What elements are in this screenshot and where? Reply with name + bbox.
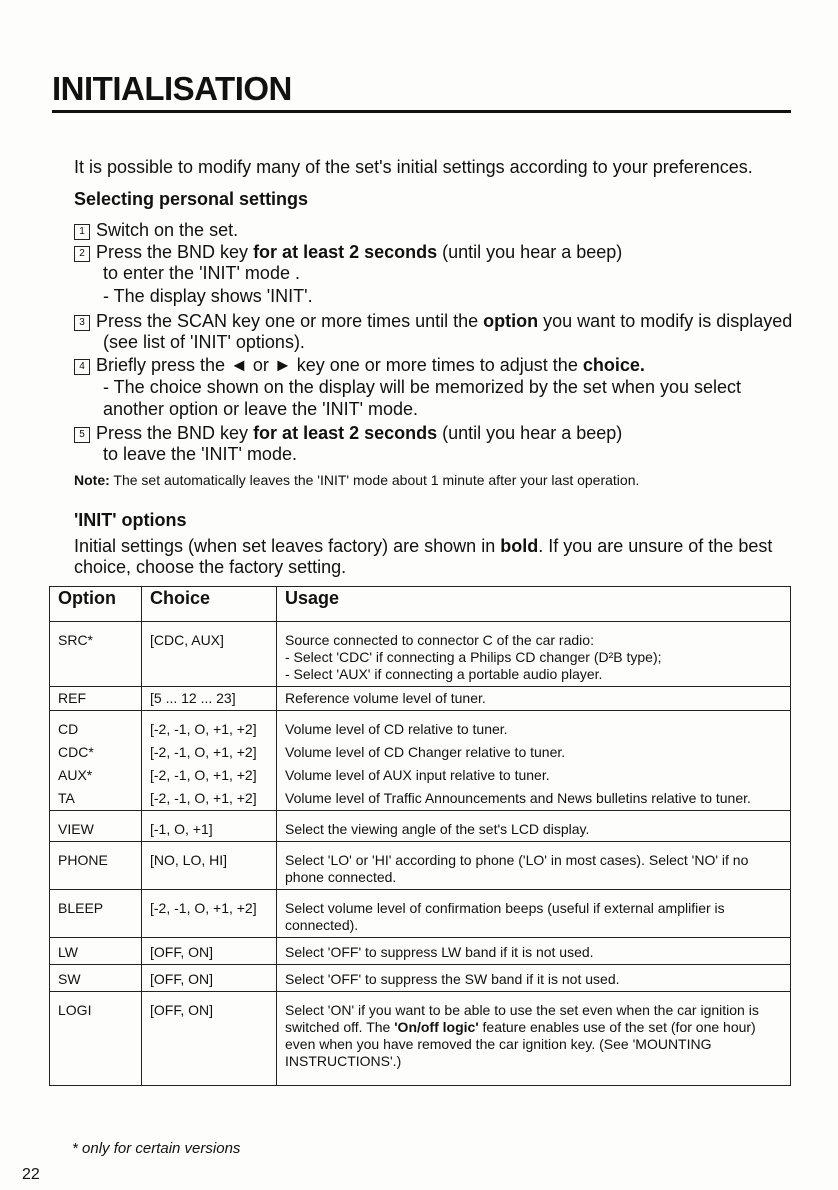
options-intro [74,536,772,557]
table-row [50,992,791,1086]
step-5-text-b: for at least 2 seconds [253,423,438,443]
usage-cell [277,622,791,687]
header-usage: Usage [277,587,791,622]
table-row [50,687,791,711]
choice-cell: [NO, LO, HI] [142,842,277,890]
step-1-text: Switch on the set. [96,220,239,240]
step-3-line-2: (see list of 'INIT' options). [103,332,305,352]
step-4 [74,355,645,376]
step-5-text-c: (until you hear a beep) [437,423,623,443]
usage-cell: Select 'LO' or 'HI' according to phone ('LO' in most cases). Select 'NO' if no phone connected. [277,842,791,890]
choice-cell: [-2, -1, O, +1, +2] [142,787,277,811]
option-cell: REF [50,687,142,711]
usage-line: - Select 'AUX' if connecting a portable audio player. [285,666,603,682]
usage-line: - Select 'CDC' if connecting a Philips CD changer (D²B type); [285,649,662,665]
option-cell: BLEEP [50,890,142,938]
usage-cell: Select 'OFF' to suppress the SW band if it is not used. [277,965,791,992]
usage-bold-part: 'On/off logic' [394,1019,479,1035]
table-row [50,764,791,787]
usage-cell: Volume level of Traffic Announcements and News bulletins relative to tuner. [277,787,791,811]
choice-cell: [-2, -1, O, +1, +2] [142,764,277,787]
choice-cell: [OFF, ON] [142,965,277,992]
step-3-text-a: Press the SCAN key one or more times until the [96,311,484,331]
step-number-2: 2 [74,246,90,262]
step-4-line-3: another option or leave the 'INIT' mode. [103,399,419,419]
usage-cell: Select volume level of confirmation beeps (useful if external amplifier is connected). [277,890,791,938]
options-intro-line-2: choice, choose the factory setting. [74,557,347,577]
usage-cell: Select the viewing angle of the set's LCD display. [277,811,791,842]
page-title: INITIALISATION [52,70,292,107]
step-number-3: 3 [74,315,90,331]
header-choice: Choice [142,587,277,622]
step-number-4: 4 [74,359,90,375]
usage-cell: Volume level of CD relative to tuner. [277,711,791,742]
step-3-text-c: you want to modify is displayed [538,311,793,331]
usage-part: Select 'ON' if you want to be able to use the set even when the car ignition is switched off. The [285,1002,759,1035]
step-5-text-a: Press the BND key [96,423,254,443]
options-intro-c: . If you are unsure of the best [538,536,773,556]
table-row [50,965,791,992]
step-4-line-2: - The choice shown on the display will be memorized by the set when you select [103,377,741,397]
usage-cell: Volume level of AUX input relative to tuner. [277,764,791,787]
choice-cell: [OFF, ON] [142,938,277,965]
step-2-text-c: (until you hear a beep) [437,242,623,262]
footnote: * only for certain versions [72,1140,241,1157]
choice-cell: [-2, -1, O, +1, +2] [142,711,277,742]
options-intro-a: Initial settings (when set leaves factory) are shown in [74,536,501,556]
option-cell: AUX* [50,764,142,787]
step-2-line-3: - The display shows 'INIT'. [103,286,313,306]
page-number: 22 [22,1166,40,1183]
usage-cell: Select 'OFF' to suppress LW band if it is not used. [277,938,791,965]
options-heading: 'INIT' options [74,510,187,530]
option-cell: SRC* [50,622,142,687]
options-intro-bold: bold [500,536,539,556]
note [74,472,639,488]
step-1 [74,220,238,241]
choice-cell: [-2, -1, O, +1, +2] [142,890,277,938]
step-2-line-2: to enter the 'INIT' mode . [103,263,300,283]
step-number-5: 5 [74,427,90,443]
step-3-text-b: option [483,311,539,331]
table-row [50,938,791,965]
choice-cell: [5 ... 12 ... 23] [142,687,277,711]
option-cell: CD [50,711,142,742]
intro-text: It is possible to modify many of the set's initial settings according to your preferences. [74,157,753,177]
table-row [50,711,791,742]
step-4-text-b: choice. [582,355,645,375]
step-2 [74,242,622,263]
choice-cell: [CDC, AUX] [142,622,277,687]
choice-cell: [OFF, ON] [142,992,277,1086]
title-rule [52,110,791,113]
step-5-line-2: to leave the 'INIT' mode. [103,444,297,464]
table-header-row [50,587,791,622]
option-cell: LW [50,938,142,965]
usage-cell [277,992,791,1086]
table-row [50,890,791,938]
step-5 [74,423,622,444]
choice-cell: [-1, O, +1] [142,811,277,842]
step-2-text-a: Press the BND key [96,242,254,262]
table-row [50,741,791,764]
usage-cell: Reference volume level of tuner. [277,687,791,711]
table-row [50,787,791,811]
step-number-1: 1 [74,224,90,240]
step-3 [74,311,792,332]
usage-line: Source connected to connector C of the car radio: [285,632,594,648]
usage-part: feature enables use of the set (for one hour) even when you have removed the car ignition key. (See 'MOUNTING INSTRUCTIONS'.) [285,1019,756,1069]
step-2-text-b: for at least 2 seconds [253,242,438,262]
selecting-heading: Selecting personal settings [74,189,309,209]
option-cell: CDC* [50,741,142,764]
header-option: Option [50,587,142,622]
option-cell: TA [50,787,142,811]
note-label: Note: [74,472,110,488]
table-row [50,842,791,890]
note-text: The set automatically leaves the 'INIT' mode about 1 minute after your last operation. [109,472,640,488]
options-table [49,586,791,1086]
option-cell: VIEW [50,811,142,842]
usage-cell: Volume level of CD Changer relative to tuner. [277,741,791,764]
option-cell: PHONE [50,842,142,890]
option-cell: LOGI [50,992,142,1086]
choice-cell: [-2, -1, O, +1, +2] [142,741,277,764]
table-row [50,622,791,687]
step-4-text-a: Briefly press the ◄ or ► key one or more times to adjust the [96,355,583,375]
table-row [50,811,791,842]
option-cell: SW [50,965,142,992]
